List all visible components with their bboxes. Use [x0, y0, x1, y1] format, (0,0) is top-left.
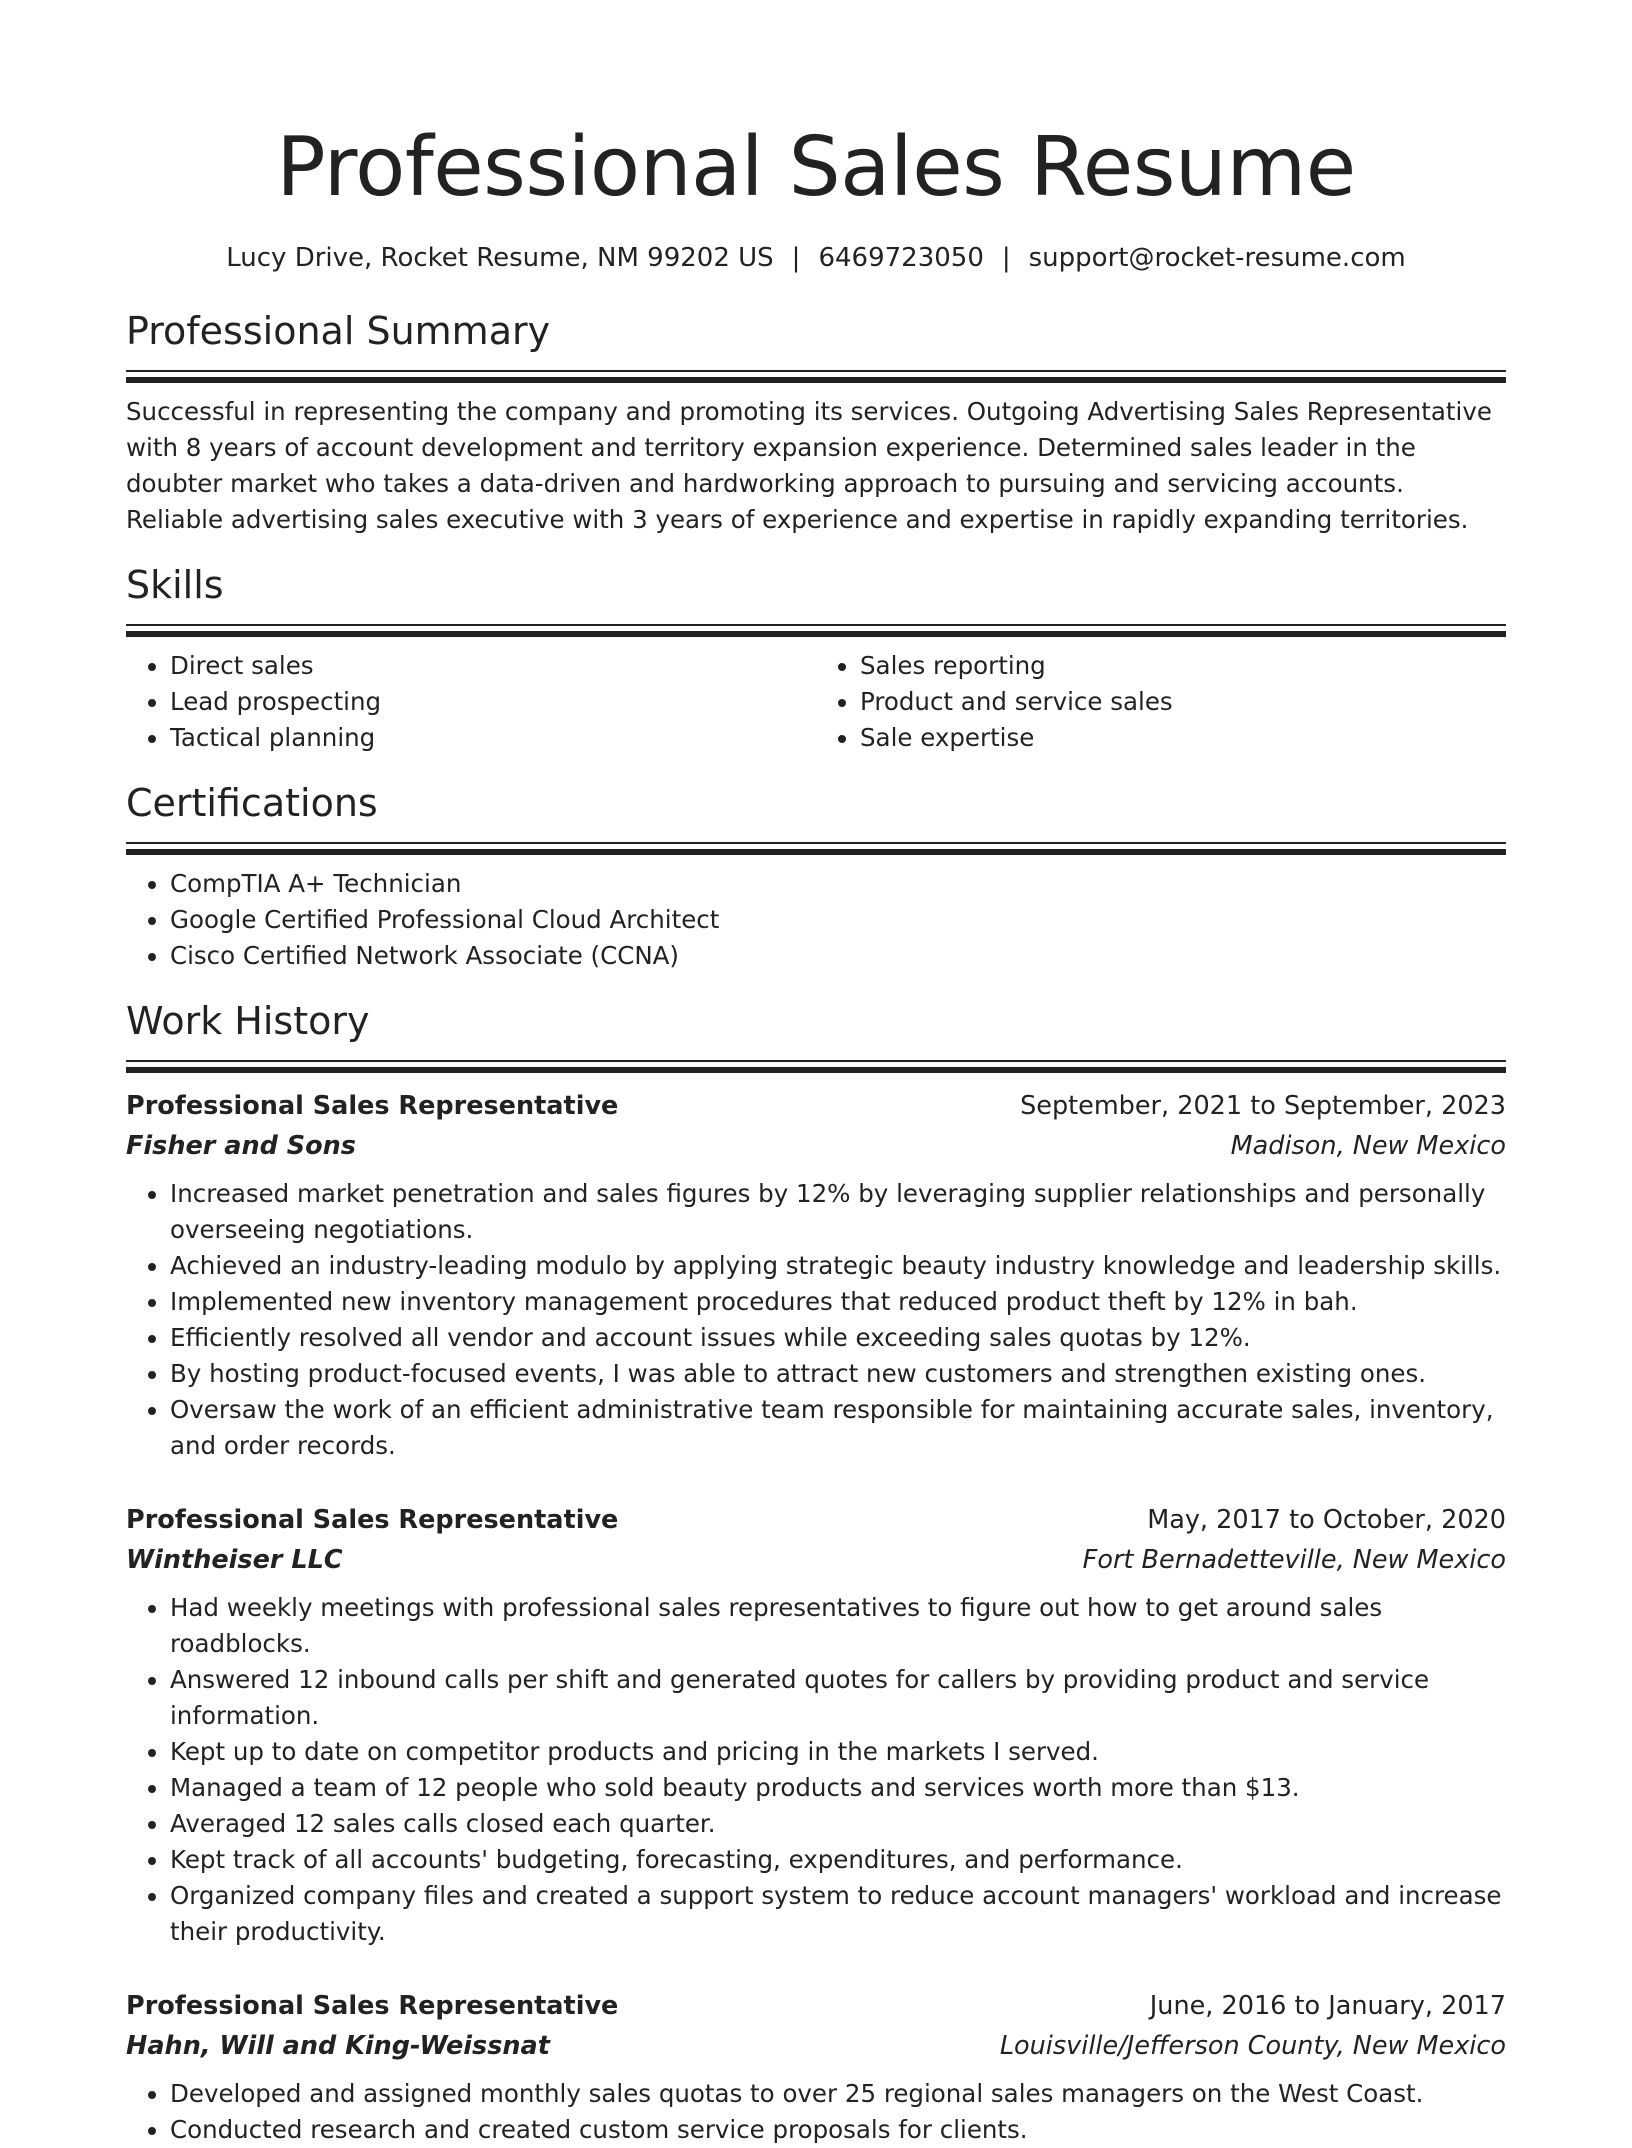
section-divider — [126, 1060, 1506, 1074]
job-header-row — [126, 1086, 1506, 1126]
job-company: Wintheiser LLC — [126, 1545, 343, 1575]
job-bullet: • Answered 12 inbound calls per shift and generated quotes for callers by providing product and service information. — [170, 1662, 1506, 1734]
job-bullet: • Developed and assigned monthly sales quotas to over 25 regional sales managers on the West Coast. — [170, 2076, 1506, 2112]
job-location: Madison, New Mexico — [1230, 1131, 1506, 1161]
skill-item: • Sale expertise — [860, 720, 1506, 756]
job-bullet: • Oversaw the work of an efficient administrative team responsible for maintaining accurate sales, inventory, and order records. — [170, 1392, 1506, 1464]
job-entry — [126, 1500, 1506, 1950]
job-bullet: • Kept up to date on competitor products and pricing in the markets I served. — [170, 1734, 1506, 1770]
skills-list-left — [126, 648, 816, 756]
job-title: Professional Sales Representative — [126, 1991, 619, 2021]
job-header-row — [126, 1500, 1506, 1540]
job-entry — [126, 1986, 1506, 2148]
skill-item: • Product and service sales — [860, 684, 1506, 720]
job-title: Professional Sales Representative — [126, 1091, 619, 1121]
job-bullet: • Had weekly meetings with professional sales representatives to figure out how to get around sales roadblocks. — [170, 1590, 1506, 1662]
job-entry — [126, 1086, 1506, 1464]
contact-line — [126, 240, 1506, 276]
certifications-section — [126, 778, 1506, 974]
skill-item: • Lead prospecting — [170, 684, 816, 720]
certifications-list — [126, 866, 1506, 974]
job-company: Hahn, Will and King-Weissnat — [126, 2031, 550, 2061]
resume-title: Professional Sales Resume — [276, 120, 1356, 215]
certification-item: • Cisco Certified Network Associate (CCNA) — [170, 938, 1506, 974]
job-bullet: • Implemented new inventory management procedures that reduced product theft by 12% in bah. — [170, 1284, 1506, 1320]
certification-item: • Google Certified Professional Cloud Architect — [170, 902, 1506, 938]
section-heading-certifications: Certifications — [126, 781, 378, 825]
summary-section — [126, 306, 1506, 538]
job-bullet: • Achieved an industry-leading modulo by applying strategic beauty industry knowledge and leadership skills. — [170, 1248, 1506, 1284]
job-bullet: • Increased market penetration and sales figures by 12% by leveraging supplier relationships and personally overseeing negotiations. — [170, 1176, 1506, 1248]
job-bullet: • Kept track of all accounts' budgeting, forecasting, expenditures, and performance. — [170, 1842, 1506, 1878]
contact-address: Lucy Drive, Rocket Resume, NM 99202 US — [226, 243, 774, 273]
job-company: Fisher and Sons — [126, 1131, 356, 1161]
skills-columns — [126, 638, 1506, 756]
job-bullets — [126, 1176, 1506, 1464]
job-dates: May, 2017 to October, 2020 — [1147, 1505, 1506, 1535]
section-divider — [126, 370, 1506, 384]
job-header-row — [126, 1986, 1506, 2026]
job-bullet: • Conducted research and created custom service proposals for clients. — [170, 2112, 1506, 2148]
skill-item: • Tactical planning — [170, 720, 816, 756]
skills-section — [126, 560, 1506, 756]
contact-phone: 6469723050 — [818, 243, 984, 273]
section-divider — [126, 624, 1506, 638]
job-location: Louisville/Jefferson County, New Mexico — [999, 2031, 1506, 2061]
contact-email: support@rocket-resume.com — [1028, 243, 1406, 273]
job-dates: September, 2021 to September, 2023 — [1020, 1091, 1506, 1121]
job-company-row — [126, 1540, 1506, 1580]
job-bullet: • Organized company files and created a support system to reduce account managers' workload and increase their productivity. — [170, 1878, 1506, 1950]
job-location: Fort Bernadetteville, New Mexico — [1082, 1545, 1506, 1575]
skills-list-right — [816, 648, 1506, 756]
job-company-row — [126, 2026, 1506, 2066]
job-bullet: • Averaged 12 sales calls closed each quarter. — [170, 1806, 1506, 1842]
summary-text: Successful in representing the company and promoting its services. Outgoing Advertising Sales Representative with 8 years of account development and territory expansion experience. Determined sales leader in the doubter market who takes a data-driven and hardworking approach to pursuing and servicing accounts. Reliable advertising sales executive with 3 years of experience and expertise in rapidly expanding territories. — [126, 397, 1492, 534]
skill-item: • Sales reporting — [860, 648, 1506, 684]
job-bullets — [126, 2076, 1506, 2148]
section-heading-summary: Professional Summary — [126, 309, 551, 353]
section-heading-work-history: Work History — [126, 999, 370, 1043]
job-bullet: • By hosting product-focused events, I was able to attract new customers and strengthen existing ones. — [170, 1356, 1506, 1392]
job-title: Professional Sales Representative — [126, 1505, 619, 1535]
job-bullet: • Managed a team of 12 people who sold beauty products and services worth more than $13. — [170, 1770, 1506, 1806]
job-dates: June, 2016 to January, 2017 — [1149, 1991, 1506, 2021]
contact-separator: | — [1001, 243, 1011, 273]
contact-separator: | — [791, 243, 801, 273]
work-history-section — [126, 996, 1506, 2148]
certification-item: • CompTIA A+ Technician — [170, 866, 1506, 902]
section-heading-skills: Skills — [126, 563, 224, 607]
job-bullet: • Efficiently resolved all vendor and account issues while exceeding sales quotas by 12%. — [170, 1320, 1506, 1356]
skill-item: • Direct sales — [170, 648, 816, 684]
job-company-row — [126, 1126, 1506, 1166]
section-divider — [126, 842, 1506, 856]
job-bullets — [126, 1590, 1506, 1950]
